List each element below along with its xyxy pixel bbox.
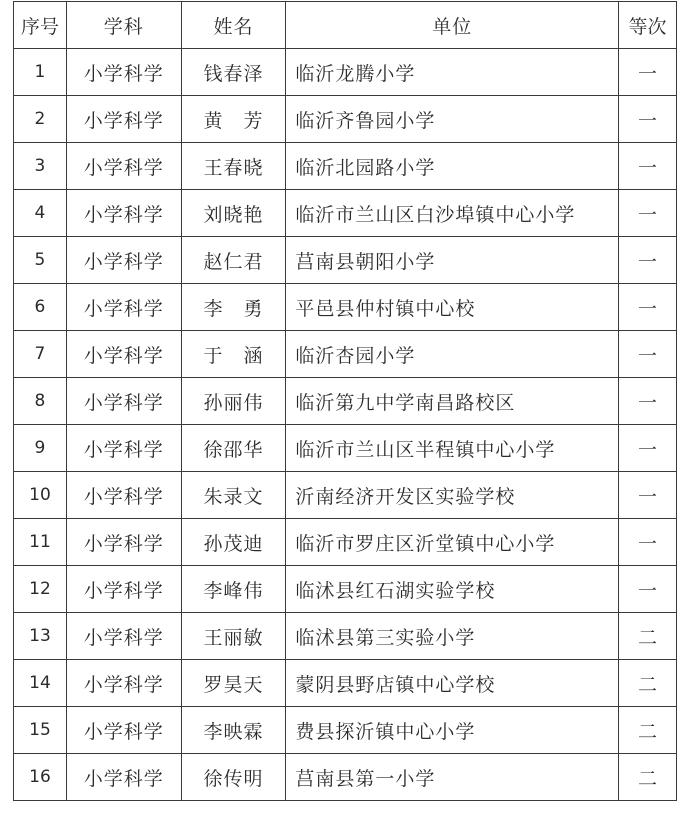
cell-grade: 一	[619, 143, 677, 190]
cell-grade: 一	[619, 237, 677, 284]
cell-grade: 一	[619, 331, 677, 378]
cell-unit: 临沂第九中学南昌路校区	[286, 378, 619, 425]
cell-grade: 一	[619, 425, 677, 472]
cell-name: 徐邵华	[181, 425, 286, 472]
cell-name: 钱春泽	[181, 49, 286, 96]
cell-unit: 临沭县第三实验小学	[286, 613, 619, 660]
table-row	[14, 660, 677, 707]
cell-no: 1	[14, 49, 67, 96]
table-row	[14, 707, 677, 754]
cell-unit: 费县探沂镇中心小学	[286, 707, 619, 754]
cell-name: 孙丽伟	[181, 378, 286, 425]
cell-subject: 小学科学	[66, 143, 181, 190]
cell-name: 王丽敏	[181, 613, 286, 660]
cell-subject: 小学科学	[66, 190, 181, 237]
cell-unit: 临沂龙腾小学	[286, 49, 619, 96]
cell-grade: 一	[619, 519, 677, 566]
cell-no: 12	[14, 566, 67, 613]
cell-grade: 一	[619, 472, 677, 519]
cell-name: 赵仁君	[181, 237, 286, 284]
header-subject: 学科	[66, 2, 181, 49]
header-name: 姓名	[181, 2, 286, 49]
cell-grade: 一	[619, 190, 677, 237]
cell-unit: 蒙阴县野店镇中心学校	[286, 660, 619, 707]
cell-name: 李峰伟	[181, 566, 286, 613]
cell-name: 徐传明	[181, 754, 286, 801]
cell-unit: 沂南经济开发区实验学校	[286, 472, 619, 519]
cell-grade: 一	[619, 566, 677, 613]
cell-subject: 小学科学	[66, 284, 181, 331]
cell-subject: 小学科学	[66, 613, 181, 660]
cell-no: 7	[14, 331, 67, 378]
cell-subject: 小学科学	[66, 378, 181, 425]
cell-unit: 临沂杏园小学	[286, 331, 619, 378]
cell-unit: 临沂市兰山区半程镇中心小学	[286, 425, 619, 472]
cell-subject: 小学科学	[66, 707, 181, 754]
cell-name: 孙茂迪	[181, 519, 286, 566]
award-table	[13, 1, 677, 801]
cell-unit: 临沂北园路小学	[286, 143, 619, 190]
cell-no: 8	[14, 378, 67, 425]
cell-unit: 临沂市罗庄区沂堂镇中心小学	[286, 519, 619, 566]
cell-no: 9	[14, 425, 67, 472]
table-row	[14, 425, 677, 472]
table-row	[14, 378, 677, 425]
cell-grade: 二	[619, 613, 677, 660]
cell-no: 5	[14, 237, 67, 284]
table-row	[14, 519, 677, 566]
cell-name: 李映霖	[181, 707, 286, 754]
table-row	[14, 143, 677, 190]
table-row	[14, 284, 677, 331]
cell-subject: 小学科学	[66, 425, 181, 472]
cell-no: 2	[14, 96, 67, 143]
cell-no: 10	[14, 472, 67, 519]
cell-subject: 小学科学	[66, 331, 181, 378]
table-body	[14, 49, 677, 801]
cell-subject: 小学科学	[66, 566, 181, 613]
cell-no: 11	[14, 519, 67, 566]
cell-subject: 小学科学	[66, 49, 181, 96]
cell-subject: 小学科学	[66, 519, 181, 566]
cell-unit: 莒南县朝阳小学	[286, 237, 619, 284]
cell-grade: 一	[619, 96, 677, 143]
cell-subject: 小学科学	[66, 660, 181, 707]
table-row	[14, 190, 677, 237]
table-row	[14, 613, 677, 660]
cell-no: 16	[14, 754, 67, 801]
table-row	[14, 49, 677, 96]
cell-no: 15	[14, 707, 67, 754]
table-header-row	[14, 2, 677, 49]
cell-no: 14	[14, 660, 67, 707]
table-row	[14, 237, 677, 284]
header-grade: 等次	[619, 2, 677, 49]
cell-name: 朱录文	[181, 472, 286, 519]
cell-unit: 临沂齐鲁园小学	[286, 96, 619, 143]
cell-name: 罗昊天	[181, 660, 286, 707]
cell-subject: 小学科学	[66, 237, 181, 284]
cell-unit: 平邑县仲村镇中心校	[286, 284, 619, 331]
cell-no: 3	[14, 143, 67, 190]
cell-name: 于 涵	[181, 331, 286, 378]
table-row	[14, 331, 677, 378]
cell-grade: 一	[619, 49, 677, 96]
cell-grade: 二	[619, 754, 677, 801]
cell-name: 黄 芳	[181, 96, 286, 143]
cell-grade: 二	[619, 660, 677, 707]
cell-subject: 小学科学	[66, 96, 181, 143]
cell-name: 刘晓艳	[181, 190, 286, 237]
cell-no: 4	[14, 190, 67, 237]
cell-subject: 小学科学	[66, 472, 181, 519]
cell-no: 13	[14, 613, 67, 660]
header-no: 序号	[14, 2, 67, 49]
table-row	[14, 472, 677, 519]
cell-grade: 二	[619, 707, 677, 754]
cell-unit: 临沭县红石湖实验学校	[286, 566, 619, 613]
table-row	[14, 566, 677, 613]
table-row	[14, 754, 677, 801]
cell-grade: 一	[619, 378, 677, 425]
header-unit: 单位	[286, 2, 619, 49]
cell-no: 6	[14, 284, 67, 331]
table-row	[14, 96, 677, 143]
cell-unit: 临沂市兰山区白沙埠镇中心小学	[286, 190, 619, 237]
cell-unit: 莒南县第一小学	[286, 754, 619, 801]
cell-subject: 小学科学	[66, 754, 181, 801]
cell-name: 王春晓	[181, 143, 286, 190]
cell-grade: 一	[619, 284, 677, 331]
cell-name: 李 勇	[181, 284, 286, 331]
